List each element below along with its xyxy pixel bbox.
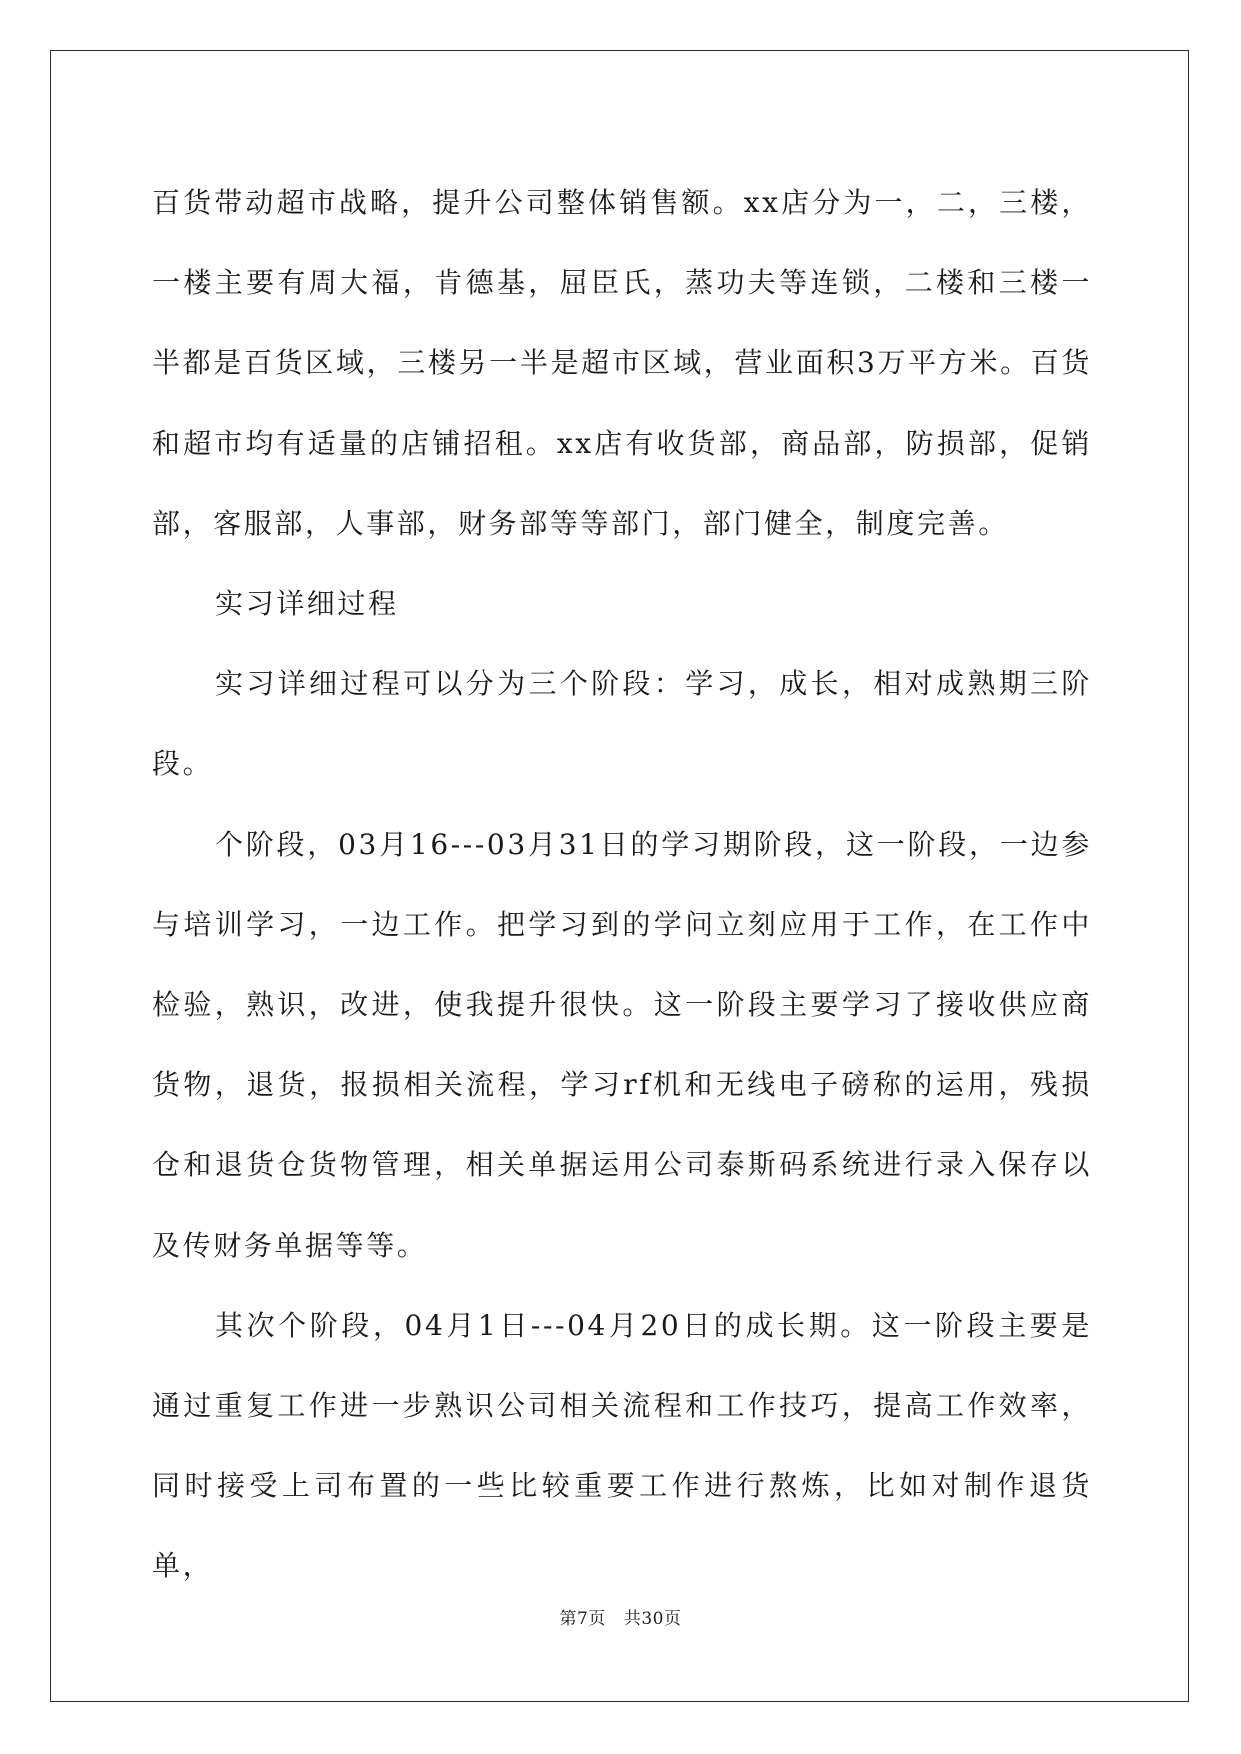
document-body [152, 163, 1092, 1607]
paragraph-second-stage: 其次个阶段，04月1日---04月20日的成长期。这一阶段主要是通过重复工作进一步熟识公司相关流程和工作技巧，提高工作效率，同时接受上司布置的一些比较重要工作进行熬炼，比如对制作退货单， [152, 1308, 1092, 1583]
paragraph-three-stages: 实习详细过程可以分为三个阶段：学习，成长，相对成熟期三阶段。 [152, 667, 1092, 781]
page-footer [0, 1604, 1241, 1629]
paragraph-first-stage: 个阶段，03月16---03月31日的学习期阶段，这一阶段，一边参与培训学习，一边工作。把学习到的学问立刻应用于工作，在工作中检验，熟识，改进，使我提升很快。这一阶段主要学习了接收供应商货物，退货，报损相关流程，学习rf机和无线电子磅称的运用，残损仓和退货仓货物管理，相关单据运用公司泰斯码系统进行录入保存以及传财务单据等等。 [152, 827, 1092, 1262]
paragraph-store-overview: 百货带动超市战略，提升公司整体销售额。xx店分为一，二，三楼，一楼主要有周大福，肯德基，屈臣氏，蒸功夫等连锁，二楼和三楼一半都是百货区域，三楼另一半是超市区域，营业面积3万平方米。百货和超市均有适量的店铺招租。xx店有收货部，商品部，防损部，促销部，客服部，人事部，财务部等等部门，部门健全，制度完善。 [152, 186, 1092, 540]
current-page-label: 第7页 [559, 1609, 606, 1629]
section-heading-internship-process: 实习详细过程 [215, 587, 399, 621]
total-pages-label: 共30页 [623, 1609, 682, 1629]
